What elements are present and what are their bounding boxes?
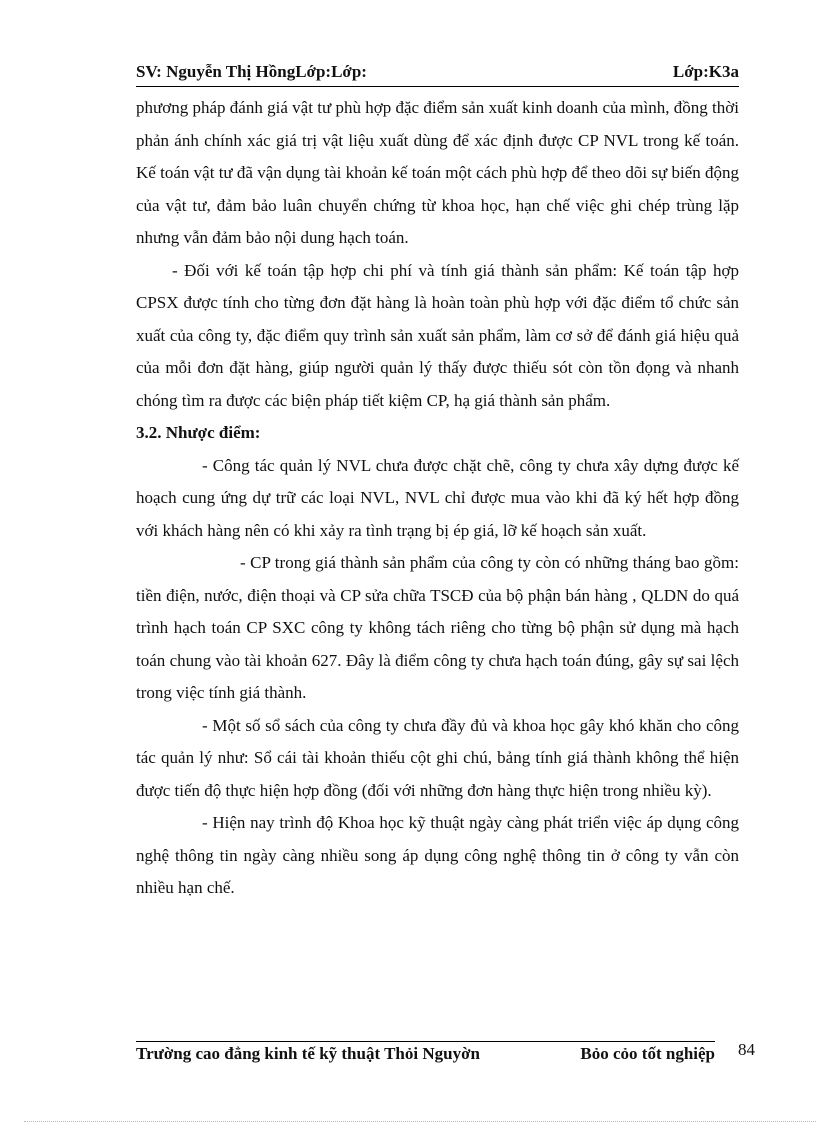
paragraph-weakness-3: - Một số sổ sách của công ty chưa đầy đủ và khoa học gây khó khăn cho công tác quản lý như: Sổ cái tài khoản thiếu cột ghi chú, bảng tính giá thành không thể hiện được tiến độ thực hiện hợp đồng (đối với những đơn hàng thực hiện trong nhiều kỳ). — [136, 715, 739, 800]
header-student-info: SV: Nguyễn Thị HồngLớp:Lớp: — [136, 62, 367, 81]
footer-report-title: Bỏo cỏo tốt nghiệp — [580, 1044, 715, 1063]
paragraph-weakness-2: - CP trong giá thành sản phẩm của công ty còn có những tháng bao gồm: tiền điện, nước, điện thoại và CP sửa chữa TSCĐ của bộ phận bán hàng , QLDN do quá trình hạch toán CP SXC công ty không tách riêng cho từng bộ phận sử dụng mà hạch toán chung vào tài khoản 627. Đây là điểm công ty chưa hạch toán đúng, gây sự sai lệch trong việc tính giá thành. — [136, 553, 739, 702]
section-heading: 3.2. Nhược điểm: — [136, 423, 261, 442]
header-class-info: Lớp:K3a — [672, 62, 739, 81]
footer-divider — [136, 1041, 715, 1042]
page-number: 84 — [738, 1040, 755, 1059]
page-body — [136, 92, 739, 905]
footer-school: Trường cao đẳng kinh tế kỹ thuật Thỏi Nguyờn — [136, 1044, 480, 1063]
paragraph-weakness-1: - Công tác quản lý NVL chưa được chặt chẽ, công ty chưa xây dựng được kế hoạch cung ứng dự trữ các loại NVL, NVL chỉ được mua vào khi đã ký hết hợp đồng với khách hàng nên có khi xảy ra tình trạng bị ép giá, lỡ kế hoạch sản xuất. — [136, 455, 739, 540]
paragraph-continued: phương pháp đánh giá vật tư phù hợp đặc điểm sản xuất kinh doanh của mình, đồng thời phản ánh chính xác giá trị vật liệu xuất dùng để xác định được CP NVL trong kế toán. Kế toán vật tư đã vận dụng tài khoản kế toán một cách phù hợp để theo dõi sự biến động của vật tư, đảm bảo luân chuyển chứng từ khoa học, hạn chế việc ghi chép trùng lặp nhưng vẫn đảm bảo nội dung hạch toán. — [136, 98, 739, 247]
paragraph-weakness-4: - Hiện nay trình độ Khoa học kỹ thuật ngày càng phát triển việc áp dụng công nghệ thông tin ngày càng nhiều song áp dụng công nghệ thông tin ở công ty vẫn còn nhiều hạn chế. — [136, 813, 739, 897]
page-footer — [136, 1044, 715, 1070]
page-header — [136, 60, 739, 87]
paragraph-cost-accounting: - Đối với kế toán tập hợp chi phí và tính giá thành sản phẩm: Kế toán tập hợp CPSX được tính cho từng đơn đặt hàng là hoàn toàn phù hợp với đặc điểm tổ chức sản xuất của công ty, đặc điểm quy trình sản xuất sản phẩm, làm cơ sở để đánh giá hiệu quả của mỗi đơn đặt hàng, giúp người quản lý thấy được thiếu sót còn tồn đọng và nhanh chóng tìm ra được các biện pháp tiết kiệm CP, hạ giá thành sản phẩm. — [136, 260, 739, 410]
page-bottom-dotted-line — [24, 1121, 816, 1122]
